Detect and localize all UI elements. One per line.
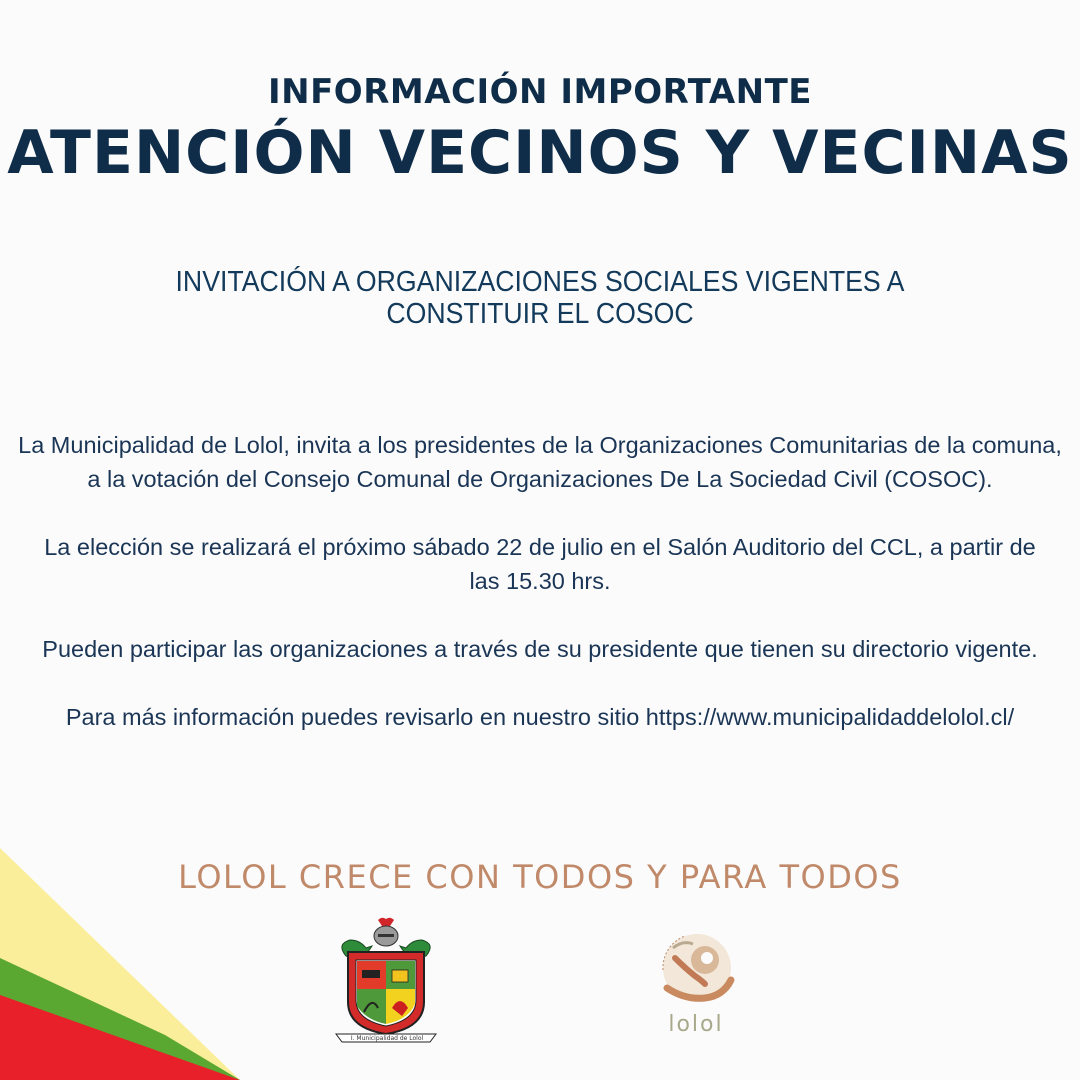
paragraph-participation: Pueden participar las organizaciones a través de su presidente que tienen su directorio vigente. (42, 636, 1038, 662)
paragraph-invitation-line-2: a la votación del Consejo Comunal de Organizaciones De La Sociedad Civil (COSOC). (87, 466, 993, 492)
paragraph-invitation (0, 428, 1080, 496)
paragraph-invitation-line-1: La Municipalidad de Lolol, invita a los presidentes de la Organizaciones Comunitarias de la comuna, (18, 432, 1062, 458)
municipal-crest-icon (326, 916, 446, 1046)
paragraph-election-line-1: La elección se realizará el próximo sábado 22 de julio en el Salón Auditorio del CCL, a partir de (44, 534, 1036, 560)
subtitle (172, 266, 908, 330)
headline: ATENCIÓN VECINOS Y VECINAS (7, 118, 1073, 188)
subtitle-line-2: CONSTITUIR EL COSOC (386, 298, 694, 330)
paragraph-election-line-2: las 15.30 hrs. (469, 568, 611, 594)
lolol-wordmark: lolol (668, 1012, 724, 1037)
slogan: LOLOL CRECE CON TODOS Y PARA TODOS (178, 858, 902, 896)
lolol-hands-emblem-icon (645, 918, 745, 1018)
paragraph-election (0, 530, 1080, 598)
corner-stripes-decoration (0, 840, 240, 1080)
subtitle-line-1: INVITACIÓN A ORGANIZACIONES SOCIALES VIGENTES A (175, 266, 905, 298)
paragraph-more-info: Para más información puedes revisarlo en nuestro sitio https://www.municipalidaddelolol.cl/ (65, 704, 1015, 730)
kicker-title: INFORMACIÓN IMPORTANTE (267, 72, 813, 112)
crest-caption: I. Municipalidad de Lolol (350, 1035, 424, 1042)
announcement-body (0, 428, 1080, 768)
